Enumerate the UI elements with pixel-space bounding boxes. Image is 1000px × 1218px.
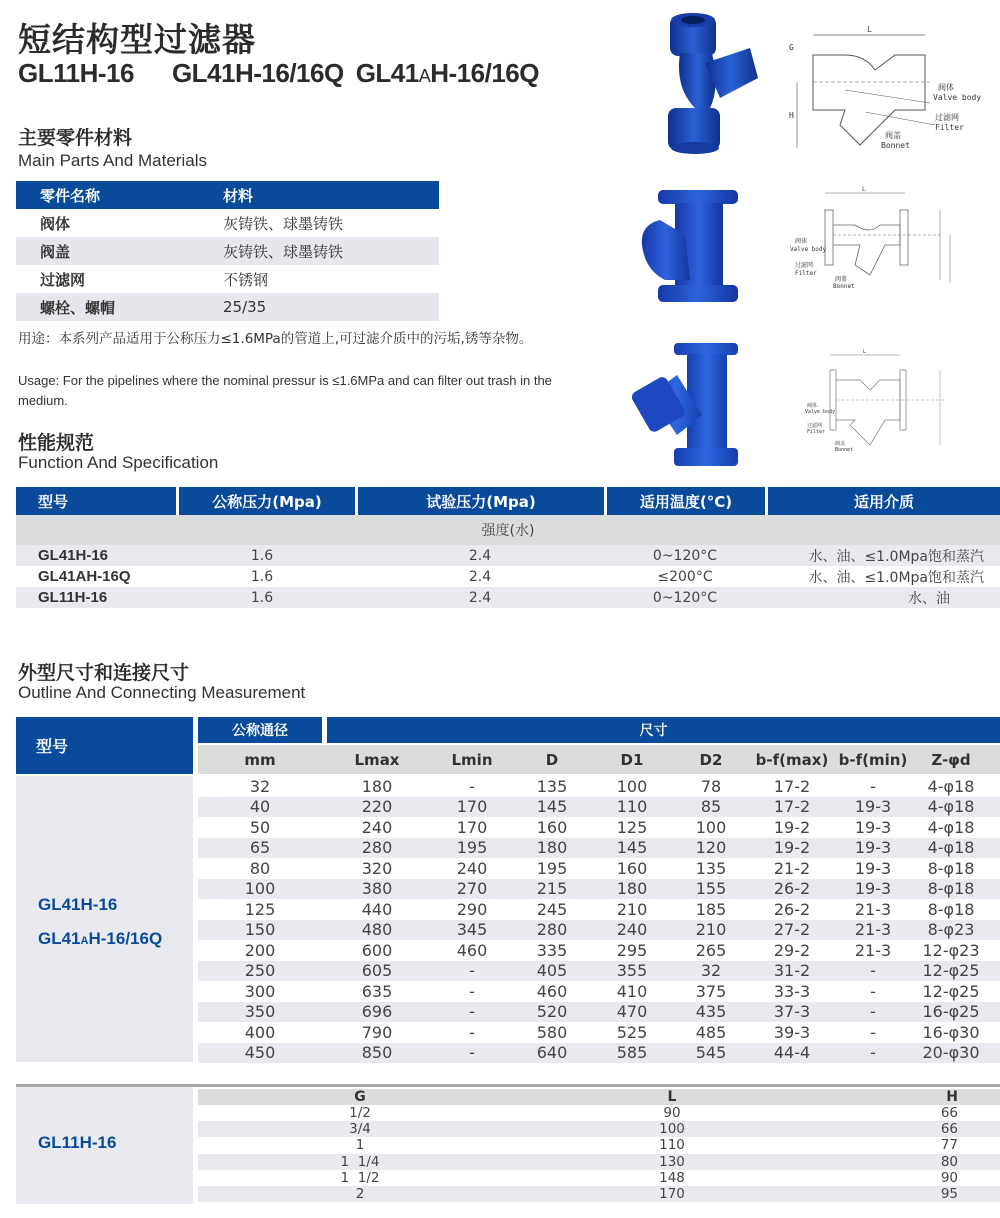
dims-title-en: Outline And Connecting Measurement — [18, 683, 306, 702]
svg-text:Valve body: Valve body — [805, 409, 836, 415]
dims-header-model: 型号 — [16, 717, 193, 774]
materials-header-row — [16, 181, 439, 209]
table-row: 350 696 - 520 470 435 37-3 - 16-φ25 — [198, 1002, 1000, 1023]
table-row: 1 1/4 130 80 — [198, 1154, 1000, 1170]
diagram-flanged-strainer-1 — [790, 185, 965, 290]
materials-table — [16, 181, 439, 321]
gl11-model-label: GL11H-16 — [38, 1133, 117, 1152]
svg-text:Filter: Filter — [935, 123, 964, 132]
dims-model-label: GL41H-16 GL41AH-16/16Q — [38, 895, 163, 948]
table-row: GL11H-16 1.6 2.4 0~120°C 水、油 — [16, 587, 1000, 608]
dims-header-size: 尺寸 — [327, 717, 1000, 743]
diagram-flanged-strainer-2 — [805, 345, 965, 455]
spec-subheader: 强度(水) — [16, 515, 1000, 545]
table-row: 1 1/2 148 90 — [340, 1169, 958, 1186]
materials-title-cn: 主要零件材料 — [18, 127, 133, 149]
table-row: GL41H-16 1.6 2.4 0~120°C 水、油、≤1.0Mpa饱和蒸汽 — [16, 545, 1000, 566]
table-row: 32 180 - 135 100 78 17-2 - 4-φ18 — [249, 776, 975, 796]
header-medium: 适用介质 — [768, 487, 1000, 515]
usage-en: Usage: For the pipelines where the nominal pressur is ≤1.6MPa and can filter out trash in the medium. — [18, 373, 552, 408]
svg-text:L: L — [862, 186, 866, 193]
header-test-pressure: 试验压力(Mpa) — [358, 487, 604, 515]
table-row: 阀盖 灰铸铁、球墨铸铁 — [16, 237, 439, 265]
svg-text:阀体: 阀体 — [795, 238, 808, 245]
table-row: 400 790 - 580 525 485 39-3 - 16-φ30 — [244, 1022, 980, 1042]
usage-cn: 用途：本系列产品适用于公称压力≤1.6MPa的管道上,可过滤介质中的污垢,锈等杂物。 — [18, 331, 533, 347]
dims-title-cn: 外型尺寸和连接尺寸 — [18, 662, 190, 684]
table-row: 80 320 240 195 160 135 21-2 19-3 8-φ18 — [249, 858, 975, 878]
svg-text:H: H — [789, 111, 794, 120]
table-row: 阀体 灰铸铁、球墨铸铁 — [40, 214, 344, 233]
model-list — [18, 58, 539, 89]
svg-text:L: L — [863, 349, 867, 355]
materials-title-en: Main Parts And Materials — [18, 151, 207, 170]
dims-header-nominal-diameter: 公称通径 — [198, 717, 322, 743]
table-row: 50 240 170 160 125 100 19-2 19-3 4-φ18 — [249, 817, 975, 837]
svg-text:阀盖: 阀盖 — [835, 441, 846, 447]
dims-table-body — [198, 776, 1000, 1063]
svg-text:G: G — [789, 43, 794, 52]
svg-text:过滤网: 过滤网 — [935, 113, 959, 122]
svg-text:Bonnet: Bonnet — [835, 447, 854, 453]
table-row: 450 850 - 640 585 545 44-4 - 20-φ30 — [198, 1043, 1000, 1064]
gl11-header-row: G L H — [198, 1089, 1000, 1105]
table-row: 过滤网 不锈钢 — [40, 270, 269, 289]
model-gl41ah: GL41AH-16/16Q — [355, 58, 539, 88]
table-row: 3/4 100 66 — [198, 1121, 1000, 1137]
svg-text:Valve body: Valve body — [933, 93, 982, 102]
svg-text:Filter: Filter — [807, 429, 826, 435]
svg-text:阀盖: 阀盖 — [885, 131, 901, 140]
table-row: 65 280 195 180 145 120 19-2 19-3 4-φ18 — [198, 838, 1000, 859]
product-image-flanged-bolted-strainer — [632, 340, 742, 470]
header-nominal-pressure: 公称压力(Mpa) — [179, 487, 355, 515]
spec-header-row — [16, 487, 1000, 515]
svg-text:阀体: 阀体 — [807, 403, 818, 409]
header-part: 零件名称 — [40, 186, 101, 205]
svg-text:过滤网: 过滤网 — [795, 262, 814, 269]
svg-text:过滤网: 过滤网 — [807, 423, 823, 429]
dims-subheader-row: mm Lmax Lmin D D1 D2 b-f(max) b-f(min) Z-φd — [198, 745, 1000, 774]
table-row: GL41AH-16Q 1.6 2.4 ≤200°C 水、油、≤1.0Mpa饱和蒸汽 — [38, 568, 984, 586]
product-image-flanged-strainer — [630, 185, 750, 310]
table-row: 100 380 270 215 180 155 26-2 19-3 8-φ18 — [198, 879, 1000, 900]
svg-text:阀盖: 阀盖 — [835, 276, 848, 283]
model-gl41h: GL41H-16/16Q — [171, 58, 344, 88]
table-row: 200 600 460 335 295 265 29-2 21-3 12-φ23 — [244, 940, 980, 960]
table-row: 40 220 170 145 110 85 17-2 19-3 4-φ18 — [198, 797, 1000, 818]
table-row: 150 480 345 280 240 210 27-2 21-3 8-φ23 — [198, 920, 1000, 941]
header-material: 材料 — [223, 186, 254, 205]
table-row: 300 635 - 460 410 375 33-3 - 12-φ25 — [244, 981, 980, 1001]
diagram-threaded-strainer — [785, 20, 990, 160]
model-gl11h: GL11H-16 — [18, 58, 134, 88]
table-row: 1/2 90 66 — [349, 1105, 958, 1122]
svg-text:L: L — [867, 25, 872, 34]
svg-text:Bonnet: Bonnet — [833, 283, 855, 290]
gl11-table-body — [198, 1105, 1000, 1202]
table-row: 螺栓、螺帽 25/35 — [16, 293, 439, 321]
spec-title-cn: 性能规范 — [18, 432, 95, 454]
spec-title-en: Function And Specification — [18, 453, 219, 472]
svg-text:阀体: 阀体 — [938, 83, 954, 92]
product-image-threaded-strainer — [650, 8, 765, 160]
spec-table — [16, 487, 1000, 608]
table-row: 125 440 290 245 210 185 26-2 21-3 8-φ18 — [244, 899, 975, 919]
table-row: 2 170 95 — [198, 1186, 1000, 1202]
svg-text:Filter: Filter — [795, 270, 817, 277]
svg-text:Bonnet: Bonnet — [881, 141, 910, 150]
header-model: 型号 — [16, 487, 176, 515]
table-row: 250 605 - 405 355 32 31-2 - 12-φ25 — [198, 961, 1000, 982]
page-title: 短结构型过滤器 — [18, 20, 256, 59]
svg-text:Valve body: Valve body — [790, 246, 827, 253]
table-row: 1 110 77 — [355, 1137, 958, 1154]
header-temperature: 适用温度(°C) — [607, 487, 765, 515]
